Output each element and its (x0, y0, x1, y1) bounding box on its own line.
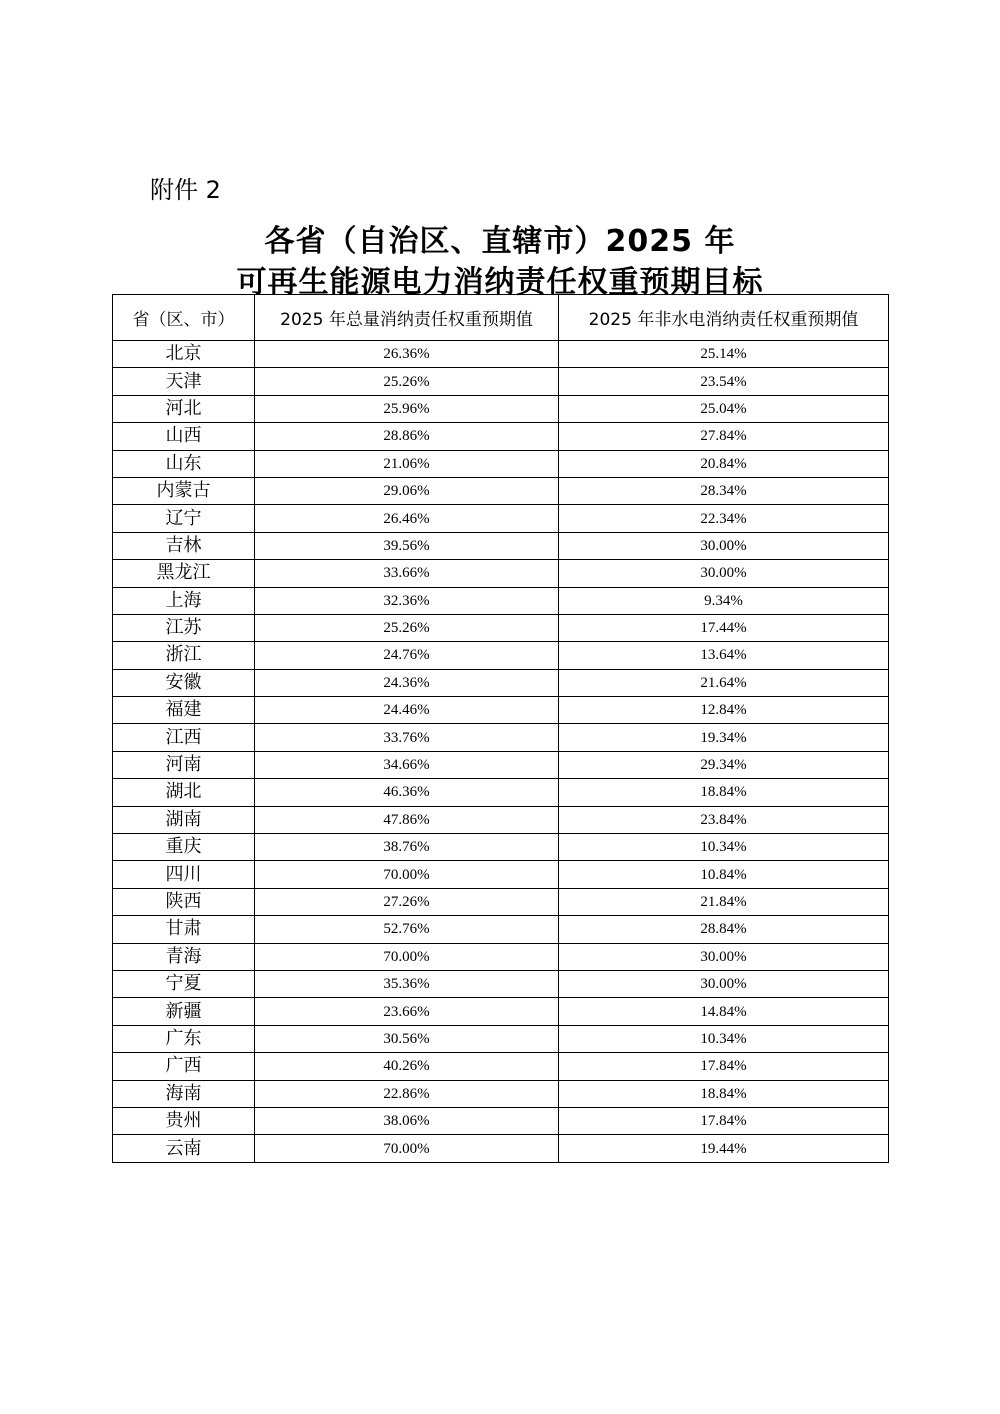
total-weight-cell: 38.76% (255, 834, 559, 861)
province-cell: 内蒙古 (113, 477, 255, 504)
header-non-hydro-weight: 2025 年非水电消纳责任权重预期值 (559, 295, 889, 341)
total-weight-cell: 33.76% (255, 724, 559, 751)
non-hydro-weight-cell: 9.34% (559, 587, 889, 614)
non-hydro-weight-cell: 17.84% (559, 1107, 889, 1134)
table-row (113, 1053, 889, 1080)
non-hydro-weight-cell: 27.84% (559, 423, 889, 450)
total-weight-cell: 21.06% (255, 450, 559, 477)
total-weight-cell: 27.26% (255, 888, 559, 915)
non-hydro-weight-cell: 25.14% (559, 341, 889, 368)
province-cell: 天津 (113, 368, 255, 395)
header-total-weight: 2025 年总量消纳责任权重预期值 (255, 295, 559, 341)
table-row (113, 614, 889, 641)
total-weight-cell: 70.00% (255, 943, 559, 970)
non-hydro-weight-cell: 23.84% (559, 806, 889, 833)
province-cell: 重庆 (113, 834, 255, 861)
table-row (113, 477, 889, 504)
table-row (113, 368, 889, 395)
table-body (113, 341, 889, 1163)
table-row (113, 1080, 889, 1107)
non-hydro-weight-cell: 30.00% (559, 560, 889, 587)
non-hydro-weight-cell: 19.34% (559, 724, 889, 751)
non-hydro-weight-cell: 22.34% (559, 505, 889, 532)
province-cell: 云南 (113, 1135, 255, 1162)
province-cell: 福建 (113, 697, 255, 724)
province-cell: 黑龙江 (113, 560, 255, 587)
table-row (113, 669, 889, 696)
total-weight-cell: 26.46% (255, 505, 559, 532)
table-row (113, 505, 889, 532)
province-cell: 湖北 (113, 779, 255, 806)
non-hydro-weight-cell: 10.34% (559, 1025, 889, 1052)
header-province: 省（区、市） (113, 295, 255, 341)
non-hydro-weight-cell: 17.44% (559, 614, 889, 641)
total-weight-cell: 70.00% (255, 861, 559, 888)
non-hydro-weight-cell: 19.44% (559, 1135, 889, 1162)
table-row (113, 970, 889, 997)
table-row (113, 998, 889, 1025)
province-cell: 江西 (113, 724, 255, 751)
total-weight-cell: 38.06% (255, 1107, 559, 1134)
total-weight-cell: 25.96% (255, 395, 559, 422)
province-cell: 广西 (113, 1053, 255, 1080)
non-hydro-weight-cell: 30.00% (559, 532, 889, 559)
non-hydro-weight-cell: 21.64% (559, 669, 889, 696)
non-hydro-weight-cell: 10.34% (559, 834, 889, 861)
province-cell: 安徽 (113, 669, 255, 696)
table-row (113, 1107, 889, 1134)
attachment-label: 附件 2 (150, 176, 221, 204)
province-cell: 广东 (113, 1025, 255, 1052)
total-weight-cell: 26.36% (255, 341, 559, 368)
table-row (113, 1025, 889, 1052)
table-header-row (113, 295, 889, 341)
total-weight-cell: 46.36% (255, 779, 559, 806)
table-row (113, 943, 889, 970)
province-cell: 甘肃 (113, 916, 255, 943)
table-row (113, 532, 889, 559)
province-cell: 新疆 (113, 998, 255, 1025)
province-cell: 海南 (113, 1080, 255, 1107)
non-hydro-weight-cell: 12.84% (559, 697, 889, 724)
province-cell: 四川 (113, 861, 255, 888)
province-cell: 山西 (113, 423, 255, 450)
non-hydro-weight-cell: 13.64% (559, 642, 889, 669)
table-row (113, 560, 889, 587)
table-row (113, 587, 889, 614)
total-weight-cell: 52.76% (255, 916, 559, 943)
non-hydro-weight-cell: 10.84% (559, 861, 889, 888)
non-hydro-weight-cell: 18.84% (559, 779, 889, 806)
province-cell: 江苏 (113, 614, 255, 641)
total-weight-cell: 47.86% (255, 806, 559, 833)
table-row (113, 724, 889, 751)
province-cell: 青海 (113, 943, 255, 970)
province-cell: 山东 (113, 450, 255, 477)
non-hydro-weight-cell: 17.84% (559, 1053, 889, 1080)
table-row (113, 916, 889, 943)
total-weight-cell: 35.36% (255, 970, 559, 997)
total-weight-cell: 40.26% (255, 1053, 559, 1080)
non-hydro-weight-cell: 18.84% (559, 1080, 889, 1107)
table-row (113, 779, 889, 806)
table-row (113, 834, 889, 861)
total-weight-cell: 32.36% (255, 587, 559, 614)
province-cell: 浙江 (113, 642, 255, 669)
non-hydro-weight-cell: 25.04% (559, 395, 889, 422)
non-hydro-weight-cell: 21.84% (559, 888, 889, 915)
province-cell: 河北 (113, 395, 255, 422)
non-hydro-weight-cell: 29.34% (559, 751, 889, 778)
non-hydro-weight-cell: 23.54% (559, 368, 889, 395)
table-row (113, 450, 889, 477)
document-title-line2: 可再生能源电力消纳责任权重预期目标 (236, 265, 764, 300)
total-weight-cell: 24.36% (255, 669, 559, 696)
total-weight-cell: 34.66% (255, 751, 559, 778)
province-cell: 辽宁 (113, 505, 255, 532)
non-hydro-weight-cell: 30.00% (559, 943, 889, 970)
non-hydro-weight-cell: 28.34% (559, 477, 889, 504)
table-row (113, 642, 889, 669)
total-weight-cell: 23.66% (255, 998, 559, 1025)
total-weight-cell: 39.56% (255, 532, 559, 559)
total-weight-cell: 22.86% (255, 1080, 559, 1107)
total-weight-cell: 25.26% (255, 614, 559, 641)
targets-table (112, 294, 889, 1163)
province-cell: 河南 (113, 751, 255, 778)
province-cell: 宁夏 (113, 970, 255, 997)
table-row (113, 395, 889, 422)
table-row (113, 751, 889, 778)
province-cell: 上海 (113, 587, 255, 614)
table-row (113, 888, 889, 915)
total-weight-cell: 30.56% (255, 1025, 559, 1052)
table-row (113, 806, 889, 833)
total-weight-cell: 28.86% (255, 423, 559, 450)
province-cell: 北京 (113, 341, 255, 368)
total-weight-cell: 33.66% (255, 560, 559, 587)
province-cell: 陕西 (113, 888, 255, 915)
non-hydro-weight-cell: 20.84% (559, 450, 889, 477)
total-weight-cell: 70.00% (255, 1135, 559, 1162)
non-hydro-weight-cell: 14.84% (559, 998, 889, 1025)
table-row (113, 697, 889, 724)
table-row (113, 1135, 889, 1162)
document-title-line1: 各省（自治区、直辖市）2025 年 (264, 224, 736, 259)
table-row (113, 341, 889, 368)
table-row (113, 423, 889, 450)
province-cell: 吉林 (113, 532, 255, 559)
total-weight-cell: 24.46% (255, 697, 559, 724)
total-weight-cell: 29.06% (255, 477, 559, 504)
table-row (113, 861, 889, 888)
non-hydro-weight-cell: 28.84% (559, 916, 889, 943)
province-cell: 湖南 (113, 806, 255, 833)
province-cell: 贵州 (113, 1107, 255, 1134)
total-weight-cell: 25.26% (255, 368, 559, 395)
non-hydro-weight-cell: 30.00% (559, 970, 889, 997)
total-weight-cell: 24.76% (255, 642, 559, 669)
